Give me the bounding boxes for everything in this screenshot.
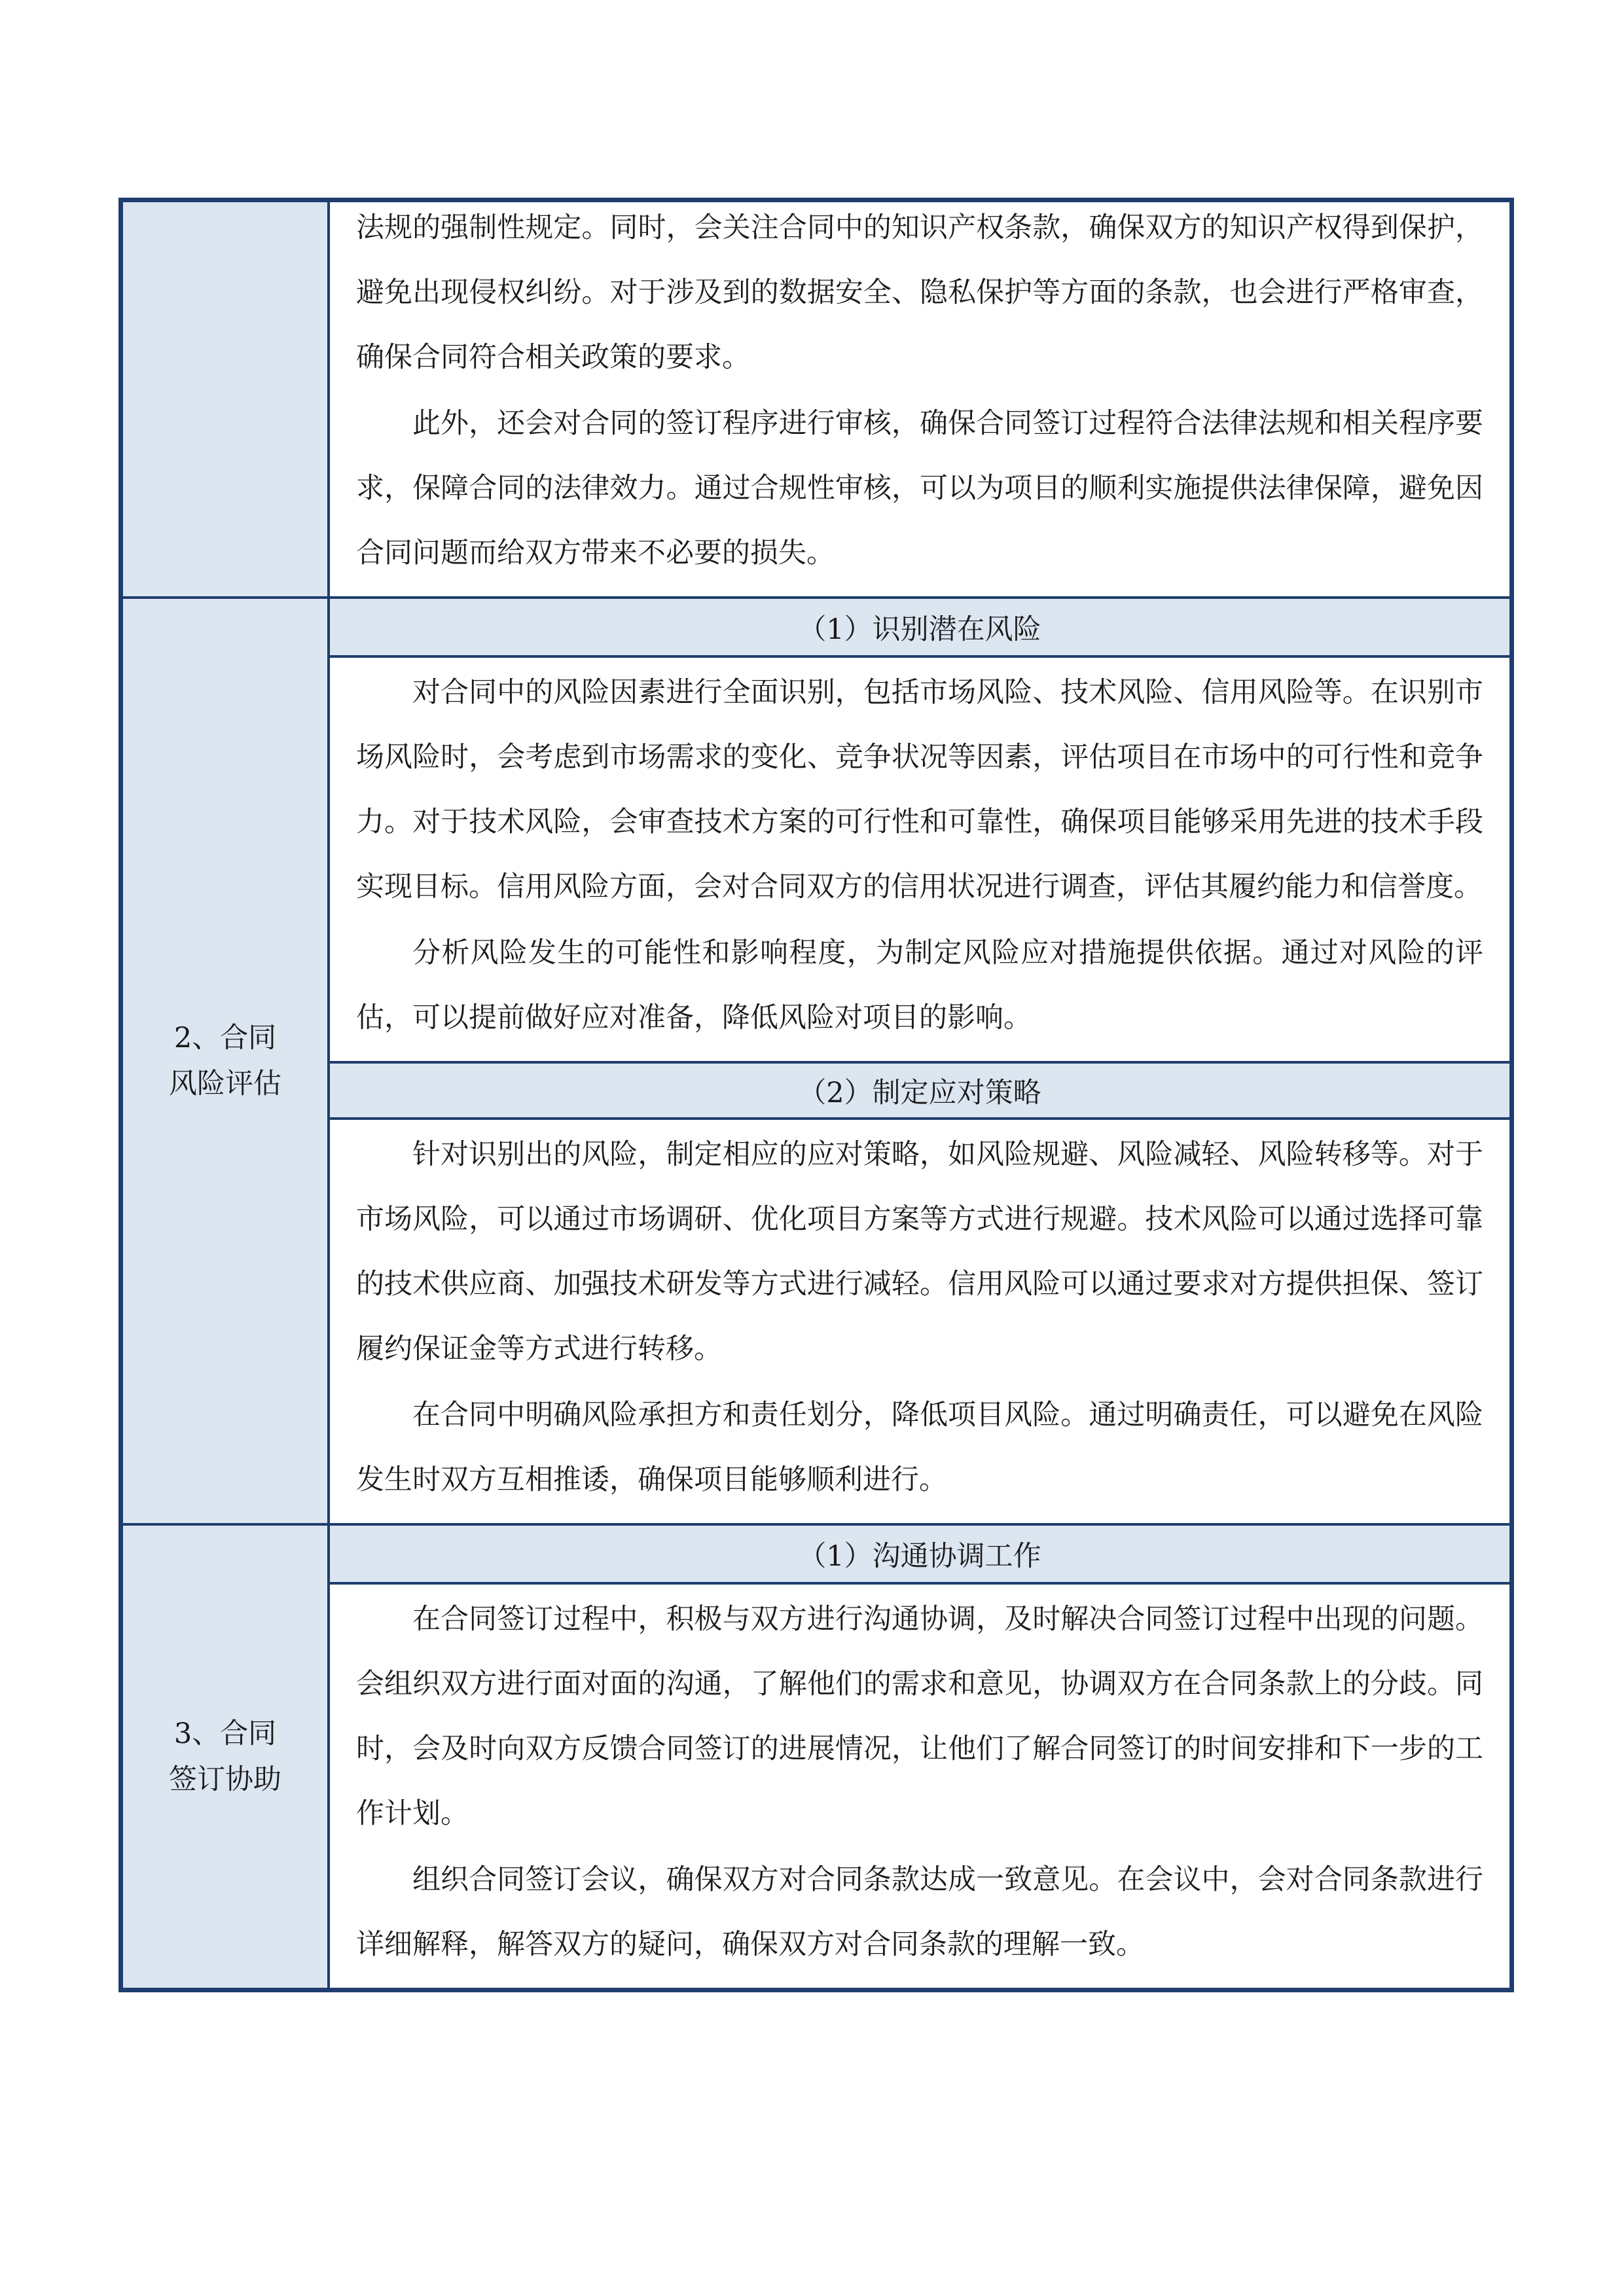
section-title: （1）沟通协调工作 [330, 1526, 1509, 1585]
content-body [330, 1120, 1509, 1523]
content-body [330, 658, 1509, 1061]
paragraph: 对合同中的风险因素进行全面识别，包括市场风险、技术风险、信用风险等。在识别市场风险时，会考虑到市场需求的变化、竞争状况等因素，评估项目在市场中的可行性和竞争力。对于技术风险，会审查技术方案的可行性和可靠性，确保项目能够采用先进的技术手段实现目标。信用风险方面，会对合同双方的信用状况进行调查，评估其履约能力和信誉度。 [356, 676, 1483, 903]
row-label-cell [123, 599, 330, 1523]
table-row-risk-assessment [123, 596, 1509, 1523]
content-body [330, 1585, 1509, 1988]
table-row-compliance-continued [123, 202, 1509, 596]
row-label: 3、合同签订协助 [169, 1717, 281, 1796]
section-title: （2）制定应对策略 [330, 1061, 1509, 1120]
row-content-cell [330, 1526, 1509, 1988]
paragraph: 分析风险发生的可能性和影响程度，为制定风险应对措施提供依据。通过对风险的评估，可以提前做好应对准备，降低风险对项目的影响。 [356, 937, 1483, 1034]
paragraph: 此外，还会对合同的签订程序进行审核，确保合同签订过程符合法律法规和相关程序要求，保障合同的法律效力。通过合规性审核，可以为项目的顺利实施提供法律保障，避免因合同问题而给双方带来不必要的损失。 [356, 407, 1483, 569]
row-content-cell [330, 599, 1509, 1523]
section-title: （1）识别潜在风险 [330, 599, 1509, 658]
content-body [330, 202, 1509, 596]
paragraph: 在合同中明确风险承担方和责任划分，降低项目风险。通过明确责任，可以避免在风险发生时双方互相推诿，确保项目能够顺利进行。 [356, 1399, 1483, 1496]
paragraph: 在合同签订过程中，积极与双方进行沟通协调，及时解决合同签订过程中出现的问题。会组织双方进行面对面的沟通，了解他们的需求和意见，协调双方在合同条款上的分歧。同时，会及时向双方反馈合同签订的进展情况，让他们了解合同签订的时间安排和下一步的工作计划。 [356, 1603, 1483, 1830]
paragraph: 组织合同签订会议，确保双方对合同条款达成一致意见。在会议中，会对合同条款进行详细解释，解答双方的疑问，确保双方对合同条款的理解一致。 [356, 1863, 1483, 1961]
row-label-cell [123, 202, 330, 596]
row-content-cell [330, 202, 1509, 596]
table-row-signing-assistance [123, 1523, 1509, 1988]
paragraph: 法规的强制性规定。同时，会关注合同中的知识产权条款，确保双方的知识产权得到保护，避免出现侵权纠纷。对于涉及到的数据安全、隐私保护等方面的条款，也会进行严格审查，确保合同符合相关政策的要求。 [356, 211, 1483, 374]
content-table [118, 198, 1514, 1992]
row-label-cell [123, 1526, 330, 1988]
row-label: 2、合同风险评估 [169, 1022, 281, 1100]
paragraph: 针对识别出的风险，制定相应的应对策略，如风险规避、风险减轻、风险转移等。对于市场风险，可以通过市场调研、优化项目方案等方式进行规避。技术风险可以通过选择可靠的技术供应商、加强技术研发等方式进行减轻。信用风险可以通过要求对方提供担保、签订履约保证金等方式进行转移。 [356, 1138, 1483, 1365]
